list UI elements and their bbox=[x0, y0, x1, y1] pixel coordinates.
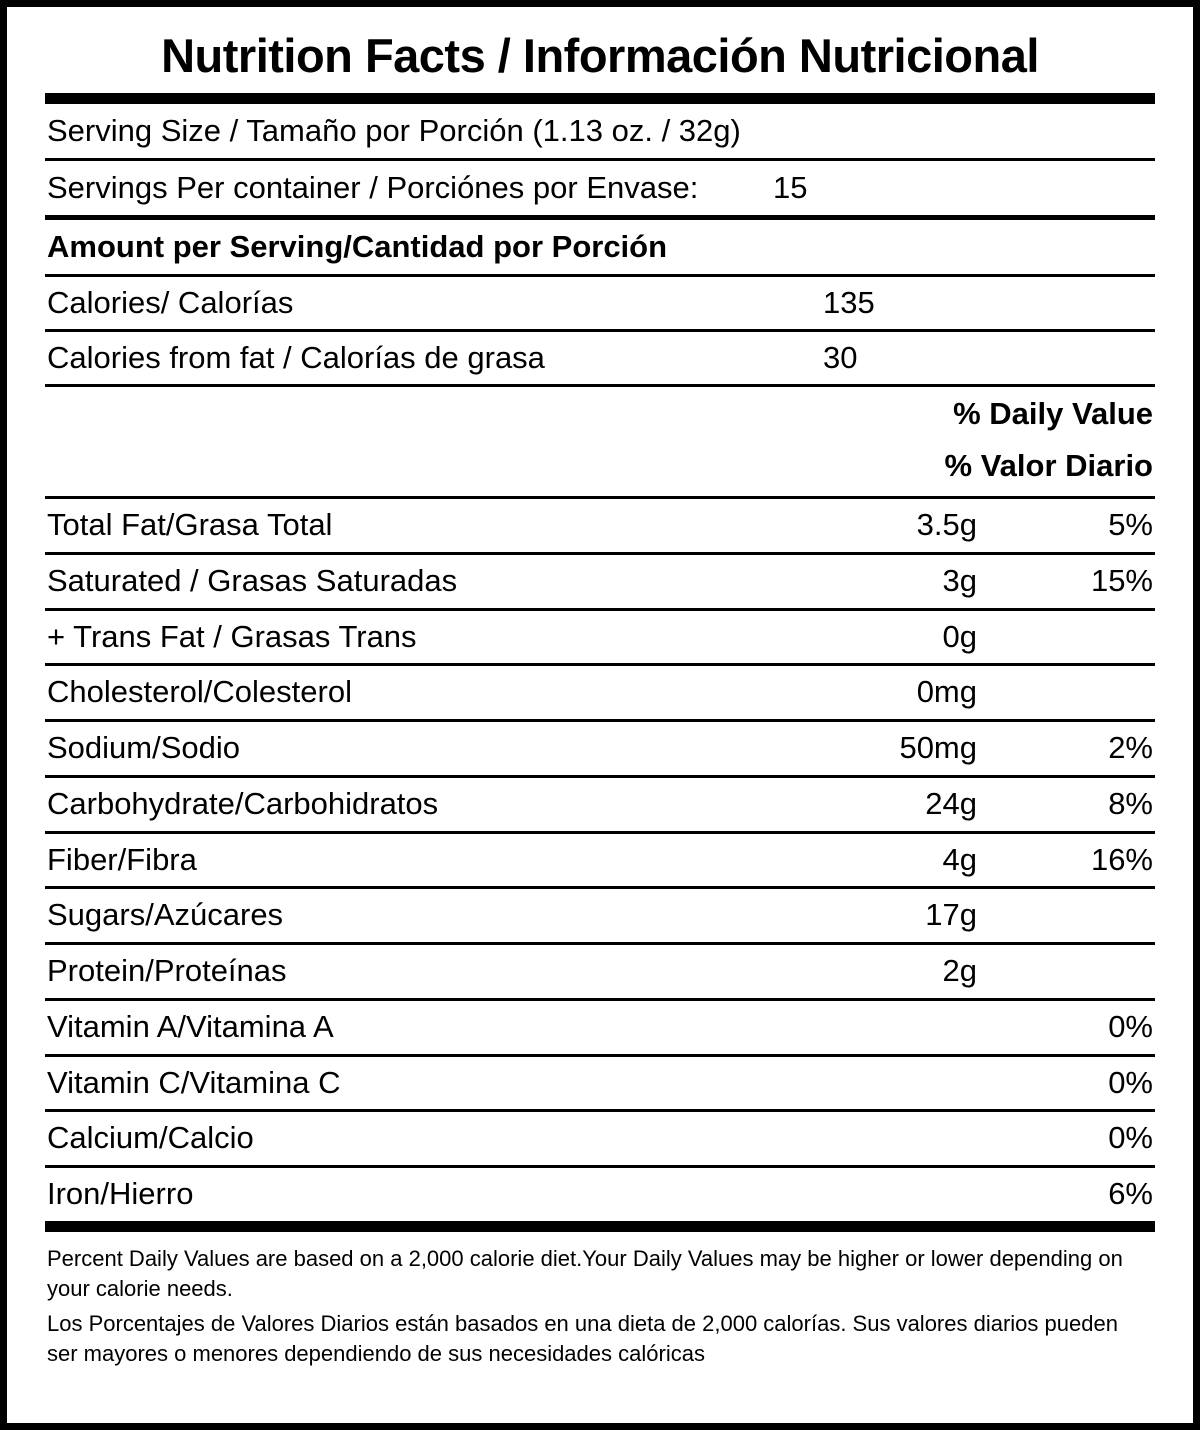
nutrient-row bbox=[45, 499, 1155, 552]
nutrient-name: + Trans Fat / Grasas Trans bbox=[47, 618, 417, 654]
nutrient-dv: 5% bbox=[1108, 507, 1153, 543]
nutrient-row bbox=[45, 889, 1155, 942]
serving-size-row bbox=[45, 104, 1155, 158]
nutrient-row bbox=[45, 1001, 1155, 1054]
nutrient-name: Vitamin A/Vitamina A bbox=[47, 1008, 334, 1044]
amount-per-serving-label: Amount per Serving/Cantidad por Porción bbox=[47, 229, 668, 265]
nutrient-row bbox=[45, 1112, 1155, 1165]
nutrient-row bbox=[45, 945, 1155, 998]
footnote-line-es: Los Porcentajes de Valores Diarios están basados en una dieta de 2,000 calorías. Sus valores diarios pueden ser mayores o menores dependiendo de sus necesidades calóricas bbox=[47, 1310, 1118, 1366]
nutrient-name: Total Fat/Grasa Total bbox=[47, 507, 333, 543]
nutrient-row bbox=[45, 555, 1155, 608]
calories-from-fat-value: 30 bbox=[823, 340, 858, 376]
nutrient-row bbox=[45, 834, 1155, 887]
nutrient-row bbox=[45, 722, 1155, 775]
nutrient-amount: 0g bbox=[942, 618, 977, 654]
nutrient-amount: 2g bbox=[942, 953, 977, 989]
nutrient-dv: 6% bbox=[1108, 1176, 1153, 1212]
nutrient-amount: 3g bbox=[942, 562, 977, 598]
nutrient-row bbox=[45, 666, 1155, 719]
nutrient-name: Fiber/Fibra bbox=[47, 841, 197, 877]
calories-row bbox=[45, 277, 1155, 329]
nutrient-row bbox=[45, 1168, 1155, 1221]
calories-value: 135 bbox=[823, 285, 875, 321]
nutrient-row bbox=[45, 778, 1155, 831]
nutrient-amount: 17g bbox=[925, 897, 977, 933]
divider-thick-bottom bbox=[45, 1221, 1155, 1232]
nutrient-name: Carbohydrate/Carbohidratos bbox=[47, 785, 439, 821]
daily-value-header-en: % Daily Value bbox=[953, 396, 1153, 432]
nutrient-amount: 24g bbox=[925, 785, 977, 821]
calories-from-fat-row bbox=[45, 332, 1155, 384]
nutrient-dv: 15% bbox=[1090, 562, 1153, 598]
serving-size-label: Serving Size / Tamaño por Porción (1.13 oz. / 32g) bbox=[47, 113, 741, 149]
nutrient-row bbox=[45, 1057, 1155, 1110]
nutrient-name: Calcium/Calcio bbox=[47, 1120, 254, 1156]
nutrient-dv: 8% bbox=[1108, 785, 1153, 821]
nutrient-amount: 3.5g bbox=[916, 507, 977, 543]
nutrient-dv: 16% bbox=[1090, 841, 1153, 877]
servings-per-container-value: 15 bbox=[773, 170, 808, 206]
nutrient-name: Saturated / Grasas Saturadas bbox=[47, 562, 458, 598]
nutrient-name: Vitamin C/Vitamina C bbox=[47, 1064, 341, 1100]
calories-label: Calories/ Calorías bbox=[47, 285, 294, 321]
calories-from-fat-label: Calories from fat / Calorías de grasa bbox=[47, 340, 545, 376]
nutrient-dv: 0% bbox=[1108, 1008, 1153, 1044]
nutrient-name: Cholesterol/Colesterol bbox=[47, 674, 352, 710]
daily-value-header-es: % Valor Diario bbox=[944, 448, 1153, 484]
page-title: Nutrition Facts / Información Nutricional bbox=[161, 29, 1039, 82]
nutrient-name: Sodium/Sodio bbox=[47, 730, 241, 766]
nutrient-dv: 2% bbox=[1108, 730, 1153, 766]
nutrient-row bbox=[45, 611, 1155, 664]
amount-per-serving-header bbox=[45, 220, 1155, 274]
footnote-line-en: Percent Daily Values are based on a 2,000 calorie diet.Your Daily Values may be higher or lower depending on your calorie needs. bbox=[47, 1245, 1123, 1302]
nutrient-name: Iron/Hierro bbox=[47, 1176, 194, 1212]
nutrient-amount: 4g bbox=[942, 841, 977, 877]
nutrient-dv: 0% bbox=[1108, 1064, 1153, 1100]
servings-per-container-label: Servings Per container / Porciónes por Envase: bbox=[47, 170, 699, 206]
nutrient-name: Protein/Proteínas bbox=[47, 953, 287, 989]
servings-per-container-row bbox=[45, 161, 1155, 215]
footnote bbox=[45, 1232, 1155, 1369]
nutrient-amount: 50mg bbox=[899, 730, 977, 766]
nutrient-amount: 0mg bbox=[916, 674, 977, 710]
nutrient-name: Sugars/Azúcares bbox=[47, 897, 284, 933]
divider-thick-top bbox=[45, 93, 1155, 104]
nutrient-dv: 0% bbox=[1108, 1120, 1153, 1156]
